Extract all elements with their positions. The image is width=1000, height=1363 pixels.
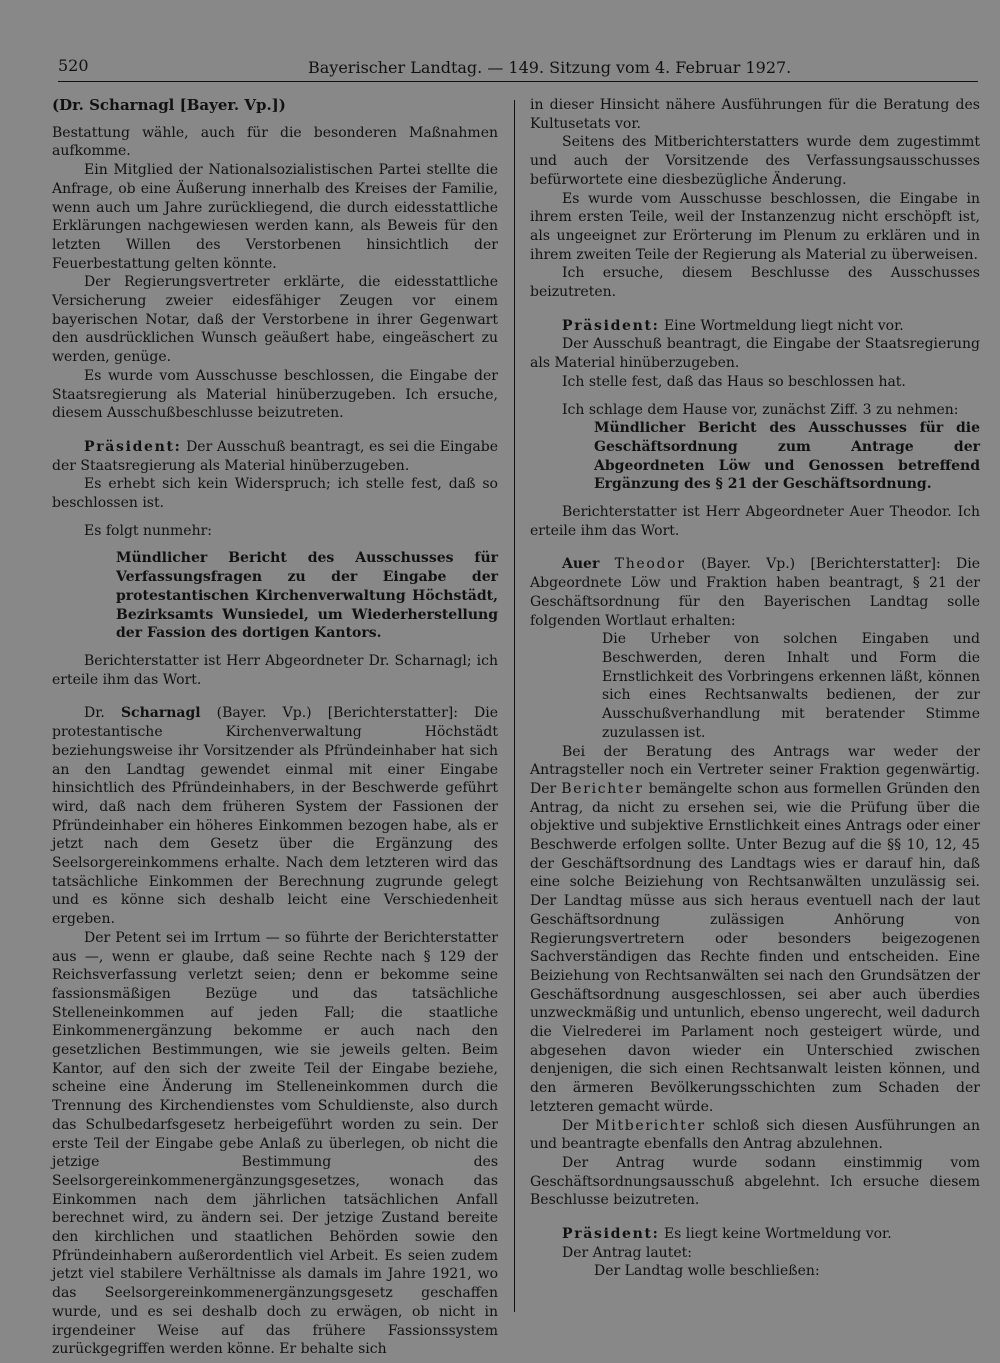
quoted-text: Die Urheber von solchen Eingaben und Beschwerden, deren Inhalt und Form die Ernstlichkeit des Vorbringens erkennen läßt, können sich eines Rechtsanwalts bedienen, der zur Ausschußverhandlung mit beratender Stimme zuzulassen ist. [602, 631, 980, 741]
president-remark [52, 438, 498, 475]
paragraph: Es erhebt sich kein Widerspruch; ich stelle fest, daß so beschlossen ist. [52, 476, 498, 512]
speaker-paragraph [530, 555, 980, 630]
speaker-name: Auer [562, 556, 600, 573]
president-remark [530, 1225, 980, 1244]
continued-speaker: (Dr. Scharnagl [Bayer. Vp.]) [52, 96, 286, 114]
column-divider [514, 100, 515, 1312]
paragraph: Ich schlage dem Hause vor, zunächst Ziff. 3 zu nehmen: [562, 401, 959, 418]
paragraph: Ein Mitglied der Nationalsozialistischen Partei stellte die Anfrage, ob eine Äußerung innerhalb des Kreises der Familie, wenn auch um Jahre zurückliegend, die durch eidesstattliche Erklärungen nachgewiesen werden kann, als Beweis für den letzten Willen des Verstorbenen hinsichtlich der Feuerbestattung gelten könnte. [52, 162, 498, 272]
paragraph: Der Regierungsvertreter erklärte, die eidesstattliche Versicherung zweier eidesfähiger Zeugen vor einem bayerischen Notar, daß der Verstorbene in ihrer Gegenwart den ausdrücklichen Wunsch geäußert habe, eingeäschert zu werden, genüge. [52, 274, 498, 366]
paragraph: Es folgt nunmehr: [84, 522, 213, 539]
remark-text: Der Ausschuß beantragt, es sei die Eingabe der Staatsregierung als Material hinüberzugeben. [52, 438, 499, 474]
speaker-label: Präsident: [562, 317, 660, 334]
speaker-label: Präsident: [84, 438, 182, 455]
running-title: Bayerischer Landtag. — 149. Sitzung vom 4. Februar 1927. [308, 58, 792, 77]
paragraph: Der Ausschuß beantragt, die Eingabe der Staatsregierung als Material hinüberzugeben. [530, 336, 980, 372]
spaced-word: Berichter [561, 780, 644, 797]
paragraph: Der Antrag lautet: [562, 1244, 692, 1261]
speaker-prefix: Dr. [84, 705, 105, 722]
speaker-first-name: Theodor [614, 556, 686, 573]
paragraph: Es wurde vom Ausschusse beschlossen, die Eingabe in ihrem ersten Teile, weil der Instanzenzug nicht erschöpft ist, als ungeeignet zur Erörterung im Plenum zu erklären und in ihrem zweiten Teile der Regierung als Material zu überweisen. [530, 190, 980, 263]
report-title: Mündlicher Bericht des Ausschusses für die Geschäftsordnung zum Antrage der Abgeordneten Löw und Genossen betreffend Ergänzung des § 21 der Geschäftsordnung. [594, 420, 980, 493]
paragraph: in dieser Hinsicht nähere Ausführungen für die Beratung des Kultusetats vor. [530, 97, 980, 132]
page-number: 520 [58, 56, 89, 75]
speaker-name: Scharnagl [120, 705, 201, 722]
paragraph: Der Landtag wolle beschließen: [594, 1263, 820, 1280]
paragraph: Der Petent sei im Irrtum — so führte der Berichterstatter aus —, wenn er glaube, daß seine Rechte nach § 129 der Reichsverfassung verletzt seien; denn er bekomme seine fassionsmäßigen Bezüge und das tatsächliche Stelleneinkommen auf jeden Fall; die staatliche Einkommenergänzung bekomme er auch nach den gesetzlichen Bestimmungen, wie sie jeweils gelten. Beim Kantor, auf den sich der zweite Teil der Eingabe beziehe, scheine eine Änderung im Stelleneinkommen durch die Trennung des Kirchendienstes vom Schuldienste, also durch das Schulbedarfsgesetz herbeigeführt worden zu sein. Der erste Teil der Eingabe gebe Anlaß zu überlegen, ob nicht die jetzige Bestimmung des Seelsorgereinkommenergänzungsgesetzes, wonach das Einkommen nach dem jährlichen tatsächlichen Anfall berechnet wird, zu ändern sei. Der jetzige Zustand bereite den kirchlichen und staatlichen Behörden sowie den Pfründeinhabern außerordentlich viel Arbeit. Es seien zudem jetzt viel stabilere Verhältnisse als damals im Jahre 1921, wo das Seelsorgereinkommenergänzungsgesetz geschaffen wurde, und es sei deshalb doch zu erwägen, ob nicht in irgendeiner Weise auf das frühere Fassionssystem zurückgegriffen werden könne. Er behalte sich [52, 929, 498, 1358]
paragraph: Bei der Beratung des Antrags war weder der Antragsteller noch ein Vertreter seiner Fraktion gegenwärtig. Der Berichter bemängelte schon aus formellen Gründen den Antrag, da nicht zu ersehen sei, wie die Prüfung über die objektive und subjektive Ernstlichkeit eines Antrags oder einer Beschwerde erfolgen sollte. Unter Bezug auf die §§ 10, 12, 45 der Geschäftsordnung des Landtags wies er darauf hin, daß eine solche Beiziehung von Rechtsanwälten unzulässig sei. Der Landtag müsse aus sich heraus eventuell nach der laut Geschäftsordnung zulässigen Anhörung von Regierungsvertretern oder besonders beigezogenen Sachverständigen das Rechte finden und entscheiden. Eine Beiziehung von Rechtsanwälten sei nach den Grundsätzen der Geschäftsordnung ausgeschlossen, sei aber auch überdies unzweckmäßig und untunlich, ebenso ungerecht, weil dadurch die Vielrederei im Parlament noch gesteigert würde, und abgesehen davon wieder ein Unterschied zwischen denjenigen, die sich einen Rechtsanwalt leisten können, und den ärmeren Bevölkerungsschichten zum Schaden der letzteren gemacht würde. [530, 743, 981, 1115]
left-column [52, 96, 498, 1359]
header-rule [58, 81, 978, 82]
paragraph: Ich ersuche, diesem Beschlusse des Ausschusses beizutreten. [530, 265, 980, 301]
remark-text: Eine Wortmeldung liegt nicht vor. [663, 317, 904, 334]
paragraph: Seitens des Mitberichterstatters wurde dem zugestimmt und auch der Vorsitzende des Verfassungsausschusses befürwortete eine diesbezügliche Änderung. [530, 134, 980, 188]
page-header [58, 54, 978, 80]
paragraph: Der Mitberichter schloß sich diesen Ausführungen an und beantragte ebenfalls den Antrag abzulehnen. [530, 1117, 981, 1153]
paragraph: Berichterstatter ist Herr Abgeordneter Auer Theodor. Ich erteile ihm das Wort. [530, 504, 980, 539]
spaced-word: Mitberichter [595, 1117, 706, 1134]
report-title: Mündlicher Bericht des Ausschusses für Verfassungsfragen zu der Eingabe der protestantischen Kirchenverwaltung Höchstädt, Bezirksamts Wunsiedel, um Wiederherstellung der Fassion des dortigen Kantors. [116, 550, 498, 642]
remark-text: Es liegt keine Wortmeldung vor. [663, 1226, 892, 1243]
paragraph: Berichterstatter ist Herr Abgeordneter Dr. Scharnagl; ich erteile ihm das Wort. [52, 652, 498, 688]
paragraph: Bestattung wähle, auch für die besonderen Maßnahmen aufkomme. [52, 124, 498, 160]
speech-text: (Bayer. Vp.) [Berichterstatter]: Die protestantische Kirchenverwaltung Höchstädt beziehungsweise ihr Vorsitzender als Pfründeinhaber hat sich an den Landtag gewendet einmal mit einer Eingabe hinsichtlich des Pfründeinhabers, in der Beschwerde geführt wird, daß nach dem früheren System der Fassionen der Pfründeinhaber ein höheres Einkommen bezogen habe, als er jetzt nach dem Gesetz über die Ergänzung des Seelsorgereinkommens erhalte. Nach dem letzteren wird das tatsächliche Einkommen der Berechnung zugrunde gelegt und es könne sich deshalb leicht eine Verschiedenheit ergeben. [52, 705, 499, 928]
speaker-paragraph [52, 704, 498, 928]
paragraph: Es wurde vom Ausschusse beschlossen, die Eingabe der Staatsregierung als Material hinüberzugeben. Ich ersuche, diesem Ausschußbeschlusse beizutreten. [52, 367, 498, 422]
paragraph: Der Antrag wurde sodann einstimmig vom Geschäftsordnungsausschuß abgelehnt. Ich ersuche diesem Beschlusse beizutreten. [530, 1154, 980, 1209]
president-remark [530, 317, 980, 336]
paragraph: Ich stelle fest, daß das Haus so beschlossen hat. [562, 373, 906, 390]
speech-text: (Bayer. Vp.) [Berichterstatter]: Die Abgeordnete Löw und Fraktion haben beantragt, § 21 der Geschäftsordnung für den Bayerischen Landtag solle folgenden Wortlaut erhalten: [530, 556, 981, 629]
right-column [530, 96, 980, 1281]
speaker-label: Präsident: [562, 1226, 660, 1243]
